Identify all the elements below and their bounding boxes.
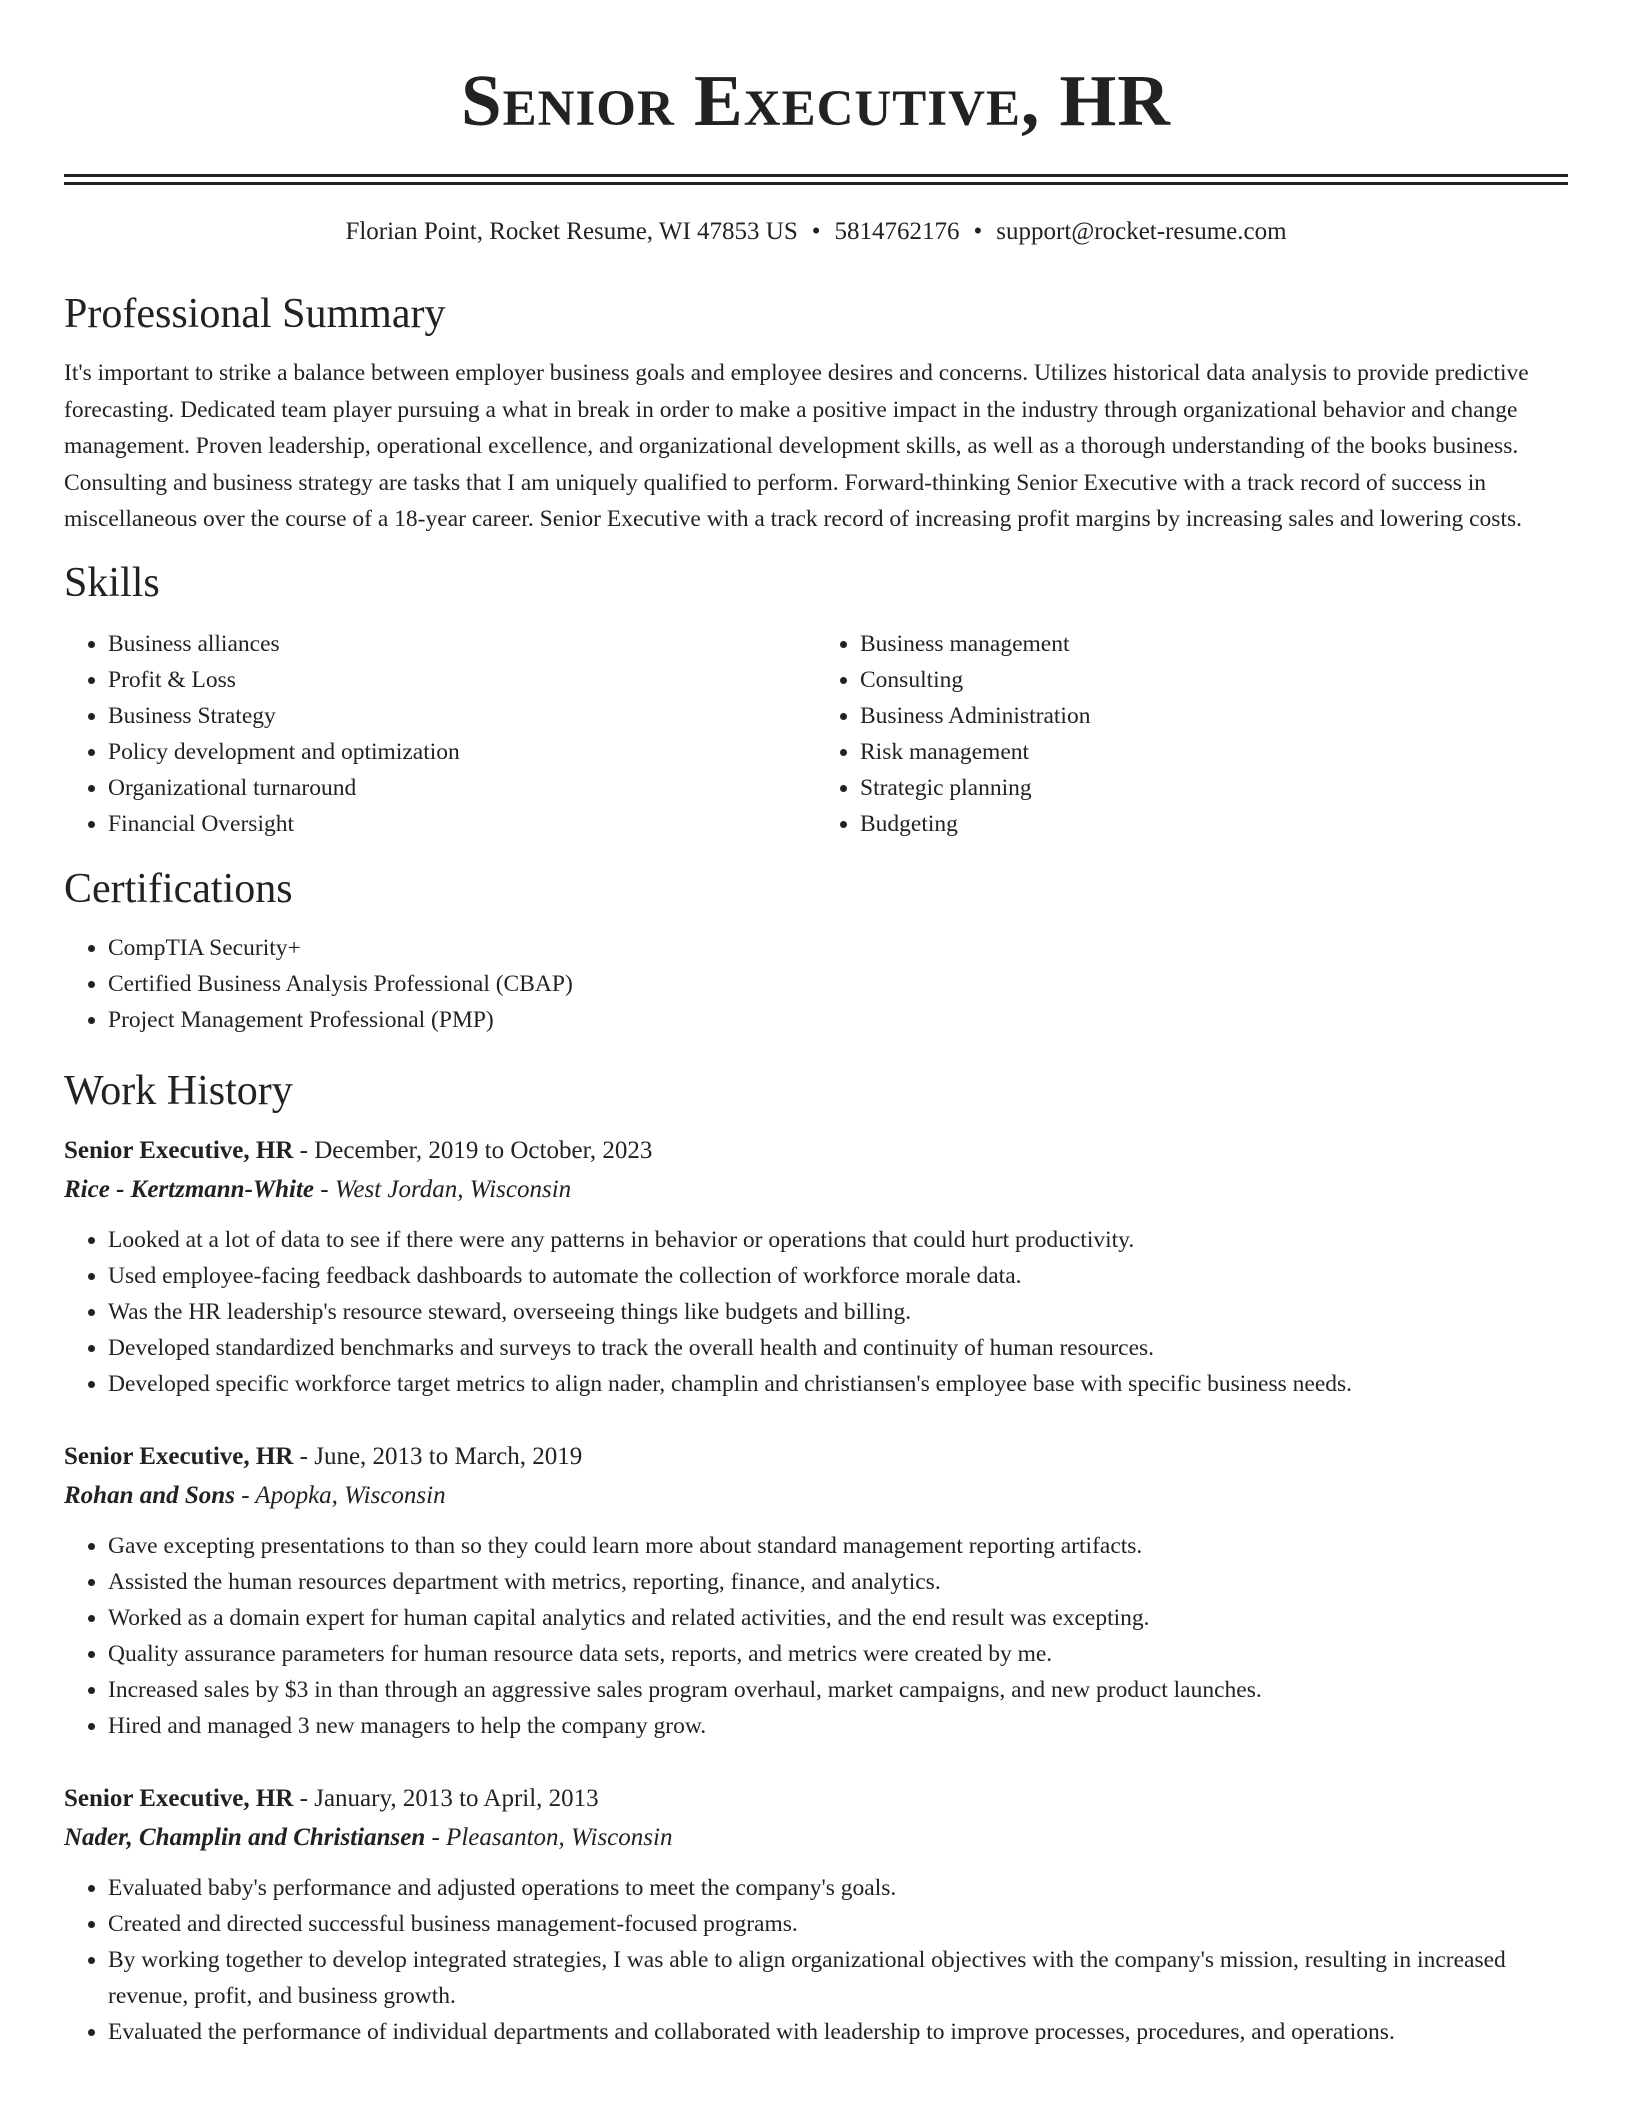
job-bullet: • Quality assurance parameters for human resource data sets, reports, and metrics were created by me. — [108, 1636, 1568, 1672]
job-company-line — [64, 1476, 1568, 1516]
skills-columns — [64, 626, 1568, 842]
certification-item: • Project Management Professional (PMP) — [108, 1002, 1568, 1038]
skill-item: • Strategic planning — [860, 770, 1568, 806]
skill-item: • Business Strategy — [108, 698, 816, 734]
work-history-heading: Work History — [64, 1067, 293, 1114]
skills-list-right — [816, 626, 1568, 842]
job-location: - Apopka, Wisconsin — [234, 1481, 446, 1509]
job-bullet: • Developed standardized benchmarks and surveys to track the overall health and continuity of human resources. — [108, 1330, 1568, 1366]
resume-title: Senior Executive, HR — [461, 60, 1171, 141]
job-entry — [64, 1438, 1568, 1744]
contact-line — [64, 215, 1568, 249]
certifications-list — [64, 930, 1568, 1038]
job-location: - West Jordan, Wisconsin — [314, 1175, 572, 1203]
job-company: Nader, Champlin and Christiansen — [64, 1823, 426, 1851]
certifications-heading: Certifications — [64, 865, 293, 912]
skill-item: • Financial Oversight — [108, 806, 816, 842]
job-dates: - January, 2013 to April, 2013 — [293, 1784, 599, 1812]
skill-item: • Profit & Loss — [108, 662, 816, 698]
job-bullet: • Increased sales by $3 in than through an aggressive sales program overhaul, market campaigns, and new product launches. — [108, 1672, 1568, 1708]
job-bullet: • By working together to develop integrated strategies, I was able to align organizational objectives with the company's mission, resulting in increased revenue, profit, and business growth. — [108, 1942, 1568, 2014]
certifications-section — [64, 864, 1568, 1038]
job-bullet: • Looked at a lot of data to see if there were any patterns in behavior or operations that could hurt productivity. — [108, 1222, 1568, 1258]
contact-address: Florian Point, Rocket Resume, WI 47853 US — [345, 218, 798, 245]
job-title: Senior Executive, HR — [64, 1136, 294, 1164]
job-dates: - December, 2019 to October, 2023 — [293, 1136, 653, 1164]
job-entry — [64, 1780, 1568, 2050]
skill-item: • Policy development and optimization — [108, 734, 816, 770]
skill-item: • Business Administration — [860, 698, 1568, 734]
job-bullet: • Worked as a domain expert for human capital analytics and related activities, and the end result was excepting. — [108, 1600, 1568, 1636]
job-company: Rice - Kertzmann-White — [64, 1175, 315, 1203]
job-header — [64, 1438, 1568, 1476]
skill-item: • Consulting — [860, 662, 1568, 698]
job-bullet: • Gave excepting presentations to than so they could learn more about standard management reporting artifacts. — [108, 1528, 1568, 1564]
job-bullets — [64, 1870, 1568, 2050]
work-history-section — [64, 1066, 1568, 2050]
contact-separator: • — [973, 218, 983, 245]
title-divider — [64, 174, 1568, 185]
job-dates: - June, 2013 to March, 2019 — [293, 1442, 583, 1470]
skills-list-left — [64, 626, 816, 842]
job-company-line — [64, 1170, 1568, 1210]
job-title: Senior Executive, HR — [64, 1442, 294, 1470]
contact-separator: • — [811, 218, 821, 245]
job-location: - Pleasanton, Wisconsin — [425, 1823, 673, 1851]
job-bullets — [64, 1528, 1568, 1744]
skills-section — [64, 558, 1568, 842]
contact-email[interactable]: support@rocket-resume.com — [996, 218, 1287, 245]
job-company-line — [64, 1818, 1568, 1858]
job-bullet: • Evaluated the performance of individual departments and collaborated with leadership to improve processes, procedures, and operations. — [108, 2014, 1568, 2050]
job-entry — [64, 1132, 1568, 1402]
job-bullet: • Evaluated baby's performance and adjusted operations to meet the company's goals. — [108, 1870, 1568, 1906]
certification-item: • CompTIA Security+ — [108, 930, 1568, 966]
job-header — [64, 1780, 1568, 1818]
job-bullets — [64, 1222, 1568, 1402]
job-header — [64, 1132, 1568, 1170]
summary-heading: Professional Summary — [64, 291, 446, 337]
certification-item: • Certified Business Analysis Professional (CBAP) — [108, 966, 1568, 1002]
skill-item: • Budgeting — [860, 806, 1568, 842]
skill-item: • Business alliances — [108, 626, 816, 662]
job-bullet: • Was the HR leadership's resource steward, overseeing things like budgets and billing. — [108, 1294, 1568, 1330]
contact-phone: 5814762176 — [834, 218, 960, 245]
job-bullet: • Assisted the human resources department with metrics, reporting, finance, and analytics. — [108, 1564, 1568, 1600]
skill-item: • Organizational turnaround — [108, 770, 816, 806]
job-bullet: • Developed specific workforce target metrics to align nader, champlin and christiansen's employee base with specific business needs. — [108, 1366, 1568, 1402]
job-company: Rohan and Sons — [64, 1481, 235, 1509]
skill-item: • Business management — [860, 626, 1568, 662]
skills-heading: Skills — [64, 559, 160, 606]
job-bullet: • Hired and managed 3 new managers to help the company grow. — [108, 1708, 1568, 1744]
job-bullet: • Used employee-facing feedback dashboards to automate the collection of workforce morale data. — [108, 1258, 1568, 1294]
summary-text: It's important to strike a balance between employer business goals and employee desires and concerns. Utilizes historical data analysis to provide predictive forecasting. Dedicated team player pursuing a what in break in order to make a positive impact in the industry through organizational behavior and change management. Proven leadership, operational excellence, and organizational development skills, as well as a thorough understanding of the books business. Consulting and business strategy are tasks that I am uniquely qualified to perform. Forward-thinking Senior Executive with a track record of success in miscellaneous over the course of a 18-year career. Senior Executive with a track record of increasing profit margins by increasing sales and lowering costs. — [64, 360, 1529, 532]
job-title: Senior Executive, HR — [64, 1784, 294, 1812]
job-bullet: • Created and directed successful business management-focused programs. — [108, 1906, 1568, 1942]
summary-section — [64, 289, 1568, 538]
skill-item: • Risk management — [860, 734, 1568, 770]
